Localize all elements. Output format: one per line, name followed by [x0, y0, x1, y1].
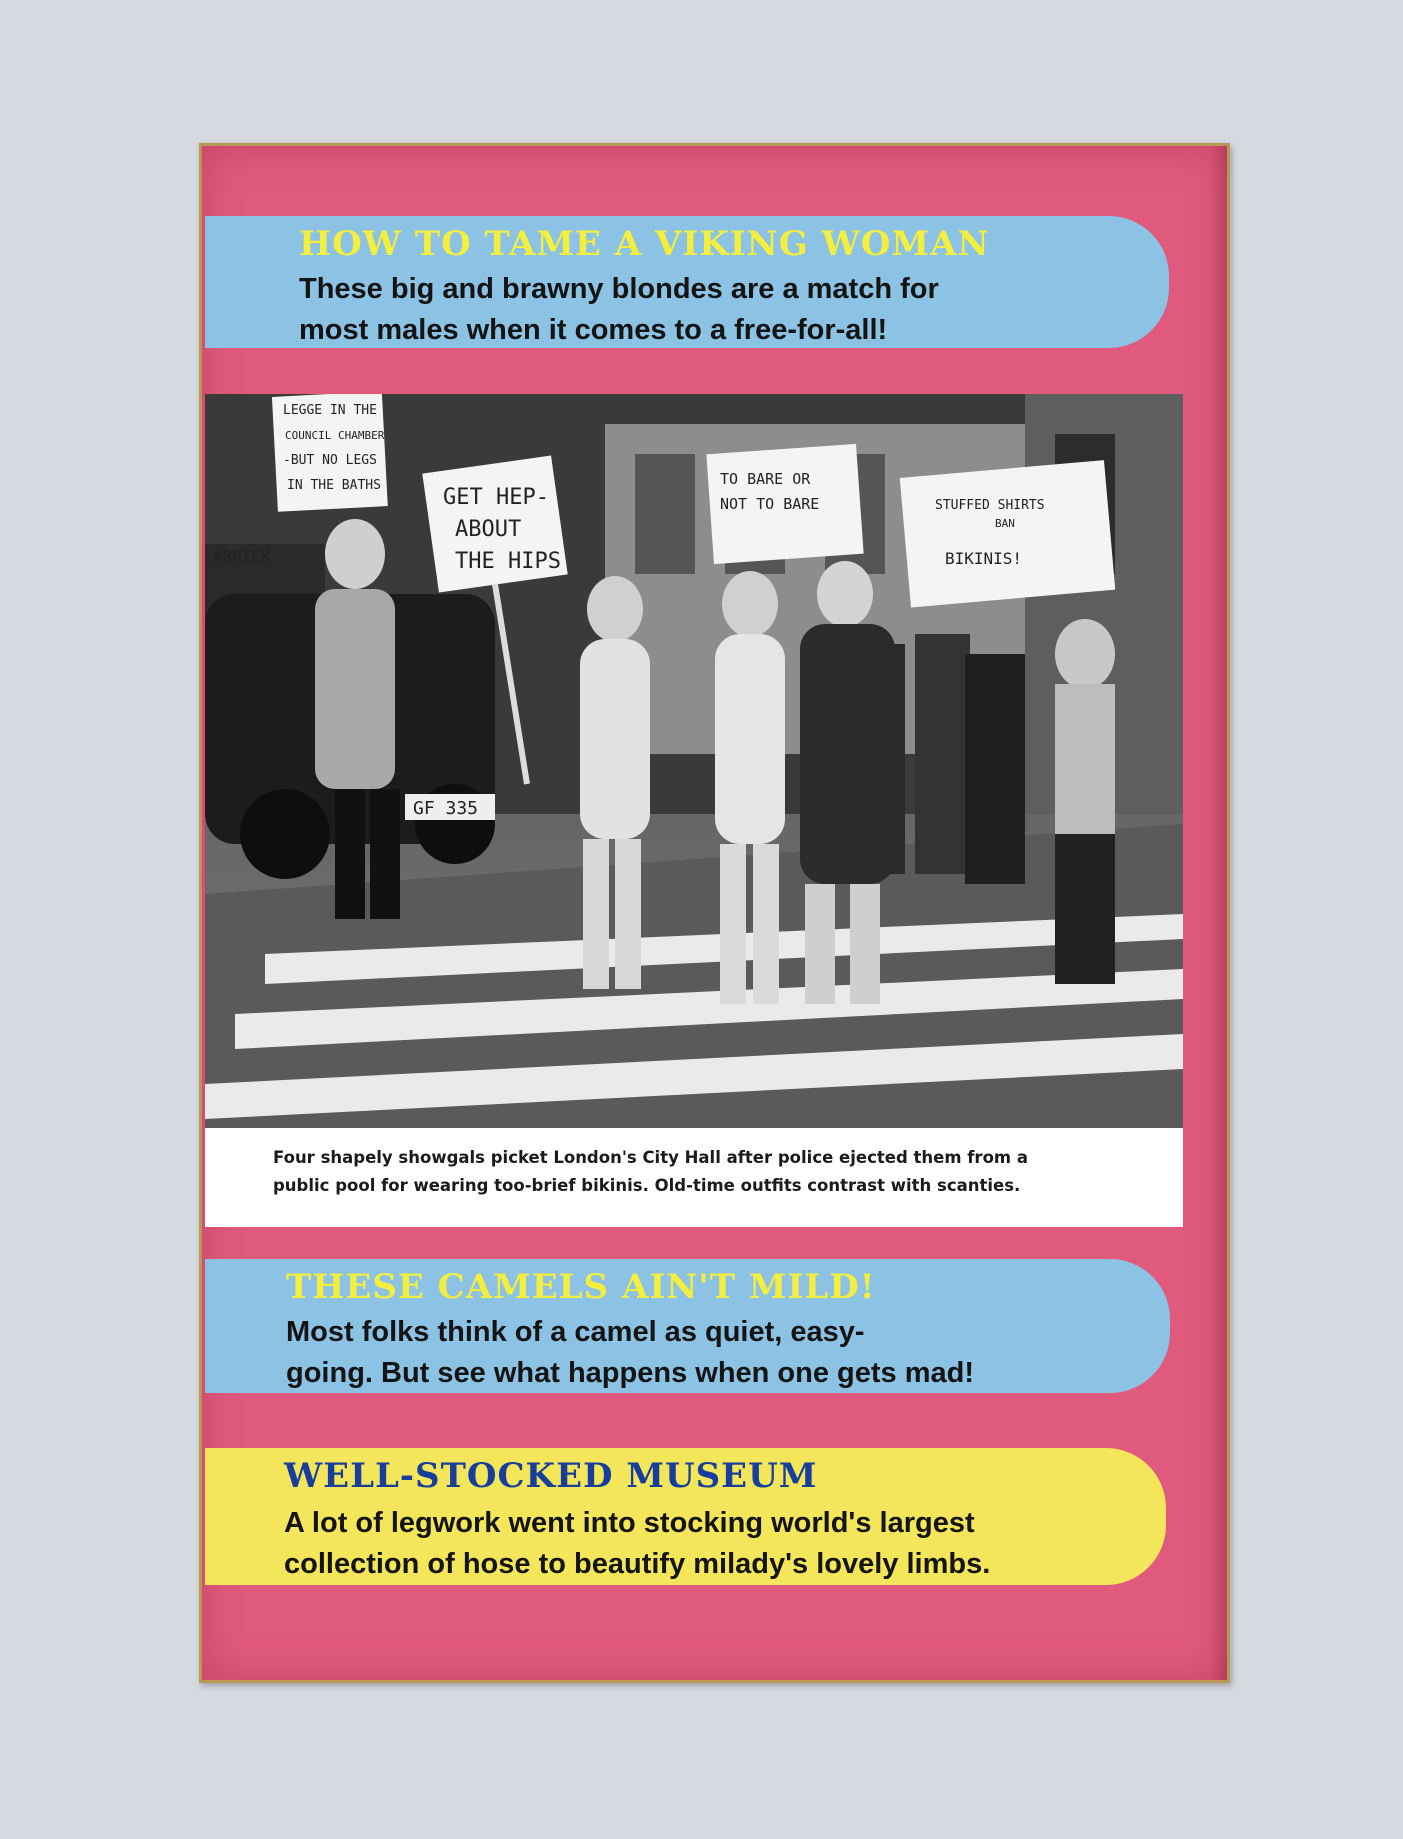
- protest-photo: [205, 394, 1183, 1128]
- placard-4-line1: STUFFED SHIRTS: [935, 498, 1045, 513]
- bottom-banner: [205, 1448, 1166, 1585]
- placard-4-line2: BAN: [995, 517, 1015, 530]
- bottom-banner-body: [284, 1503, 990, 1585]
- placard-3: [706, 444, 863, 564]
- middle-banner-line1: Most folks think of a camel as quiet, easy-: [286, 1316, 865, 1348]
- caption-line2: public pool for wearing too-brief bikinis. Old-time outfits contrast with scanties.: [273, 1176, 1021, 1195]
- top-banner-title: HOW TO TAME A VIKING WOMAN: [299, 224, 990, 264]
- caption-line1: Four shapely showgals picket London's City Hall after police ejected them from a: [273, 1148, 1028, 1167]
- placard-2-line1: GET HEP-: [443, 485, 549, 510]
- top-banner-body: [299, 269, 939, 351]
- placard-3-line2: NOT TO BARE: [720, 495, 820, 513]
- bottom-banner-line1: A lot of legwork went into stocking world's largest: [284, 1507, 975, 1539]
- shop-sign: ARRICK: [213, 547, 271, 566]
- photo-block: [205, 394, 1183, 1227]
- bottom-banner-title: WELL-STOCKED MUSEUM: [284, 1456, 818, 1496]
- placard-4: [900, 460, 1116, 607]
- magazine-back-cover: [199, 143, 1230, 1683]
- middle-banner-title: THESE CAMELS AIN'T MILD!: [286, 1267, 876, 1307]
- middle-banner-line2: going. But see what happens when one gets mad!: [286, 1357, 975, 1389]
- top-banner: [205, 216, 1169, 348]
- cover-edge: [1209, 146, 1227, 1680]
- middle-banner-body: [286, 1312, 974, 1394]
- placard-3-line1: TO BARE OR: [720, 470, 811, 488]
- license-plate: GF 335: [413, 798, 479, 819]
- placard-1: [272, 394, 388, 512]
- photo-illustration: [205, 394, 1183, 1128]
- placard-4-line3: BIKINIS!: [945, 549, 1023, 568]
- placard-1-line1: LEGGE IN THE: [283, 403, 377, 418]
- middle-banner: [205, 1259, 1170, 1393]
- placard-2-line3: THE HIPS: [455, 549, 561, 574]
- placard-1-line2: COUNCIL CHAMBER: [285, 429, 385, 442]
- placard-1-line3: -BUT NO LEGS: [283, 453, 377, 468]
- photo-caption: [273, 1144, 1028, 1200]
- placard-2-line2: ABOUT: [455, 517, 522, 542]
- top-banner-line2: most males when it comes to a free-for-all!: [299, 314, 888, 346]
- placard-1-line4: IN THE BATHS: [287, 478, 381, 493]
- bottom-banner-line2: collection of hose to beautify milady's lovely limbs.: [284, 1548, 991, 1580]
- top-banner-line1: These big and brawny blondes are a match for: [299, 273, 939, 305]
